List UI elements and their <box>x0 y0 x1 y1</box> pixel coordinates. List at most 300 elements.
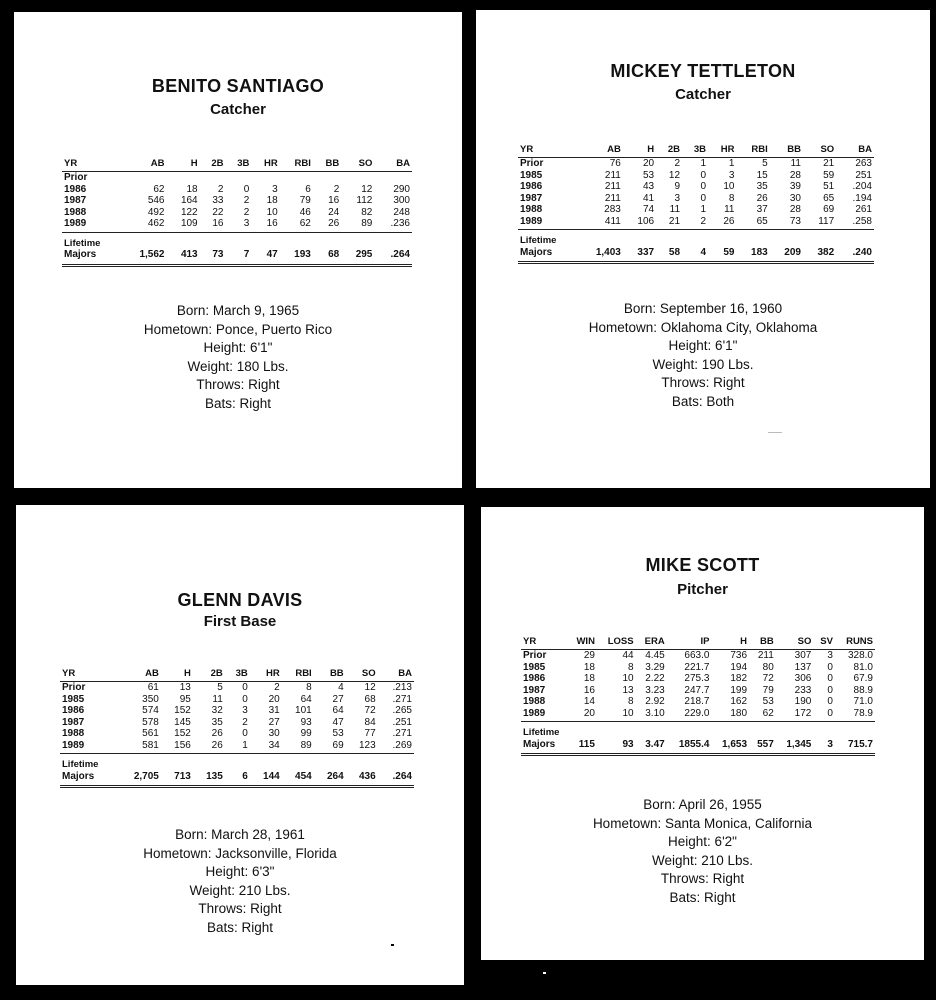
column-header: SO <box>346 668 378 682</box>
majors-label: Majors <box>62 249 120 265</box>
stat-cell: 263 <box>855 158 872 169</box>
bio-line: Hometown: Jacksonville, Florida <box>143 845 337 861</box>
stat-cell: 35 <box>756 181 768 192</box>
stat-cell: 30 <box>789 192 801 204</box>
year-cell: 1985 <box>62 693 85 705</box>
stat-cell: 0 <box>827 673 833 684</box>
stat-cell: 350 <box>142 693 159 705</box>
stat-cell: 43 <box>642 181 655 192</box>
column-header: BA <box>836 144 874 158</box>
stat-cell: 2 <box>243 206 250 218</box>
stat-cell: 2 <box>242 716 248 728</box>
stat-cell: 18 <box>266 195 278 206</box>
stat-cell: 581 <box>116 740 161 754</box>
bio-line: Throws: Right <box>660 871 745 887</box>
stat-cell: 16 <box>251 218 279 232</box>
column-header: BA <box>378 668 414 682</box>
bio-block <box>16 826 464 938</box>
total-cell: 7 <box>225 249 251 265</box>
stat-cell: 14 <box>583 696 595 707</box>
stat-cell: 3 <box>242 705 248 716</box>
stat-cell: 11 <box>212 693 223 705</box>
stats-row <box>521 662 875 674</box>
total-cell: 59 <box>708 247 736 263</box>
stat-cell: 106 <box>623 216 656 230</box>
stat-cell: 328.0 <box>847 650 873 661</box>
lifetime-row <box>521 722 875 739</box>
majors-totals-row <box>518 247 874 263</box>
stat-cell: 0 <box>827 684 833 696</box>
total-cell: 68 <box>313 249 341 265</box>
lifetime-row <box>60 754 414 771</box>
column-header: YR <box>518 144 576 158</box>
stat-cell: 1 <box>728 158 735 169</box>
column-header: H <box>711 636 749 650</box>
stat-cell: 64 <box>332 705 344 716</box>
stat-cell: 229.0 <box>667 708 712 722</box>
stats-row <box>60 717 414 729</box>
stat-cell: 145 <box>174 716 191 728</box>
total-cell: 436 <box>346 771 378 787</box>
total-cell: 3.47 <box>636 739 667 755</box>
year-cell: 1987 <box>523 684 546 696</box>
bio-line: Bats: Right <box>204 395 272 411</box>
stat-cell: 1 <box>700 204 706 215</box>
speck-mark <box>391 944 394 946</box>
column-header: RBI <box>736 144 769 158</box>
stat-cell: 99 <box>300 728 312 739</box>
stat-cell: 35 <box>211 716 223 728</box>
bio-line: Height: 6'2" <box>668 834 737 850</box>
total-cell: 209 <box>770 247 803 263</box>
stat-cell: 89 <box>341 218 374 232</box>
stat-cell: 2 <box>274 682 280 693</box>
total-cell: 135 <box>193 771 225 787</box>
stat-cell: 2 <box>682 216 708 230</box>
player-position: Catcher <box>210 101 266 118</box>
year-cell: 1989 <box>518 216 576 230</box>
total-cell: 1,562 <box>120 249 166 265</box>
stat-cell: .213 <box>392 682 412 693</box>
total-cell: 1855.4 <box>667 739 712 755</box>
stat-cell: 74 <box>642 204 655 215</box>
total-cell: 715.7 <box>835 739 875 755</box>
year-cell: 1987 <box>62 716 85 728</box>
stat-cell: .204 <box>852 181 872 192</box>
stat-cell: 3 <box>225 218 251 232</box>
bio-line: Born: March 9, 1965 <box>176 303 300 318</box>
year-cell: 1986 <box>523 673 546 684</box>
bio-line: Born: September 16, 1960 <box>623 301 783 316</box>
year-cell: Prior <box>520 158 544 169</box>
stat-cell: 546 <box>147 195 165 206</box>
total-cell: .264 <box>374 249 412 265</box>
stat-cell: 95 <box>179 693 191 705</box>
stat-cell: 29 <box>583 650 595 661</box>
column-header: BB <box>313 158 341 172</box>
stat-cell: 251 <box>855 169 872 181</box>
stat-cell: 84 <box>364 716 376 728</box>
player-position: First Base <box>203 613 277 630</box>
total-cell: 264 <box>314 771 346 787</box>
stat-cell: 211 <box>757 650 774 661</box>
bio-line: Bats: Both <box>671 393 735 409</box>
stat-cell: 41 <box>642 192 655 204</box>
stat-cell: 53 <box>332 728 344 739</box>
stat-cell: 30 <box>268 728 280 739</box>
stat-cell: 180 <box>711 708 749 722</box>
stat-cell: 2 <box>243 195 250 206</box>
column-header: WIN <box>568 636 597 650</box>
stat-cell: 233 <box>794 684 812 696</box>
stat-cell: 290 <box>393 183 410 195</box>
bio-line: Height: 6'1" <box>668 338 738 354</box>
stats-row <box>518 204 874 216</box>
majors-label: Majors <box>521 739 568 755</box>
bio-line: Height: 6'3" <box>205 864 275 880</box>
bio-line: Bats: Right <box>206 919 274 935</box>
stat-cell: .265 <box>392 705 412 716</box>
stat-cell: .269 <box>378 740 414 754</box>
stat-cell: 67.9 <box>853 673 873 684</box>
stat-cell: 62 <box>749 708 776 722</box>
stat-cell: 16 <box>328 195 340 206</box>
stat-cell <box>225 172 251 184</box>
column-header: YR <box>60 668 116 682</box>
lifetime-label: Lifetime <box>523 727 560 738</box>
stat-cell: 247.7 <box>684 684 710 696</box>
stats-row <box>62 207 412 219</box>
bio-block <box>481 796 924 908</box>
stat-cell: 53 <box>642 169 655 181</box>
total-cell: 1,653 <box>711 739 749 755</box>
stat-cell: 3.23 <box>645 684 665 696</box>
total-cell: 4 <box>682 247 708 263</box>
column-header: 3B <box>225 158 251 172</box>
column-header: RBI <box>280 158 313 172</box>
player-card-scott <box>481 507 924 960</box>
majors-totals-row <box>62 249 412 265</box>
stat-cell: 44 <box>622 650 634 661</box>
stat-cell: 3.10 <box>636 708 667 722</box>
stat-cell: 8 <box>306 682 312 693</box>
stat-cell: 13 <box>622 684 634 696</box>
stat-cell: .251 <box>392 716 412 728</box>
bio-line: Born: April 26, 1955 <box>643 797 762 812</box>
lifetime-label: Lifetime <box>64 237 101 249</box>
stat-cell: 2 <box>674 158 681 169</box>
stat-cell: 492 <box>147 206 165 218</box>
stat-cell: .271 <box>392 693 412 705</box>
stat-cell: 93 <box>300 716 312 728</box>
bio-block <box>14 302 462 414</box>
stats-row <box>521 650 875 662</box>
stat-cell: 82 <box>361 206 373 218</box>
stat-cell: 462 <box>120 218 166 232</box>
stats-row <box>62 218 412 232</box>
stat-cell: 194 <box>730 661 748 673</box>
stat-cell <box>341 172 374 184</box>
stat-cell: 12 <box>668 169 681 181</box>
stat-cell: 88.9 <box>853 684 873 696</box>
stat-cell: 13 <box>179 682 191 693</box>
stat-cell: 218.7 <box>684 696 710 707</box>
stat-cell: 275.3 <box>684 673 710 684</box>
stats-row <box>60 728 414 740</box>
stat-cell: 663.0 <box>684 650 710 661</box>
stat-cell: 248 <box>393 206 410 218</box>
player-name: MICKEY TETTLETON <box>610 61 796 81</box>
stat-cell: 3 <box>272 183 278 195</box>
stats-row <box>62 172 412 184</box>
stat-cell: 61 <box>147 682 159 693</box>
stat-cell: 10 <box>266 206 278 218</box>
stat-cell: 79 <box>299 195 311 206</box>
stat-cell: 0 <box>700 192 706 204</box>
year-cell: 1988 <box>520 204 543 215</box>
total-cell: 413 <box>167 249 200 265</box>
stat-cell: 33 <box>212 195 224 206</box>
total-cell: 3 <box>813 739 835 755</box>
stat-cell: 20 <box>642 158 655 169</box>
stats-row <box>518 170 874 182</box>
stat-cell: 2.92 <box>645 696 665 707</box>
bio-line: Weight: 210 Lbs. <box>189 882 291 898</box>
total-cell: 295 <box>341 249 374 265</box>
total-cell: 337 <box>623 247 656 263</box>
stat-cell <box>280 172 313 184</box>
stat-cell: 16 <box>583 684 595 696</box>
stat-cell: 26 <box>211 728 223 739</box>
stat-cell: 18 <box>186 183 198 195</box>
stat-cell: 5 <box>762 158 768 169</box>
lifetime-row <box>518 230 874 247</box>
stats-table <box>518 144 874 264</box>
stat-cell: 2 <box>217 183 224 195</box>
stat-cell: 4 <box>338 682 344 693</box>
stat-cell: 12 <box>364 682 376 693</box>
stat-cell: 109 <box>167 218 200 232</box>
stat-cell: 62 <box>153 183 165 195</box>
stats-row <box>521 685 875 697</box>
majors-label: Majors <box>60 771 116 787</box>
column-header: 3B <box>682 144 708 158</box>
year-cell: Prior <box>62 682 86 693</box>
bio-line: Weight: 180 Lbs. <box>187 358 289 374</box>
stat-cell: 164 <box>180 195 198 206</box>
player-position: Catcher <box>675 86 731 103</box>
lifetime-label: Lifetime <box>62 759 99 770</box>
stat-cell <box>313 172 341 184</box>
bio-line: Bats: Right <box>669 889 736 905</box>
column-header: H <box>167 158 200 172</box>
year-cell: 1988 <box>523 696 546 707</box>
stats-row <box>521 696 875 708</box>
stats-row <box>60 694 414 706</box>
stat-cell: 0 <box>700 169 706 181</box>
stat-cell: 5 <box>217 682 223 693</box>
column-header: RBI <box>282 668 314 682</box>
stat-cell: 72 <box>762 673 774 684</box>
stat-cell: 51 <box>823 181 835 192</box>
stat-cell: 65 <box>736 216 769 230</box>
stat-cell: 77 <box>364 728 376 739</box>
bio-line: Throws: Right <box>661 375 745 391</box>
stat-cell: 283 <box>604 204 621 215</box>
total-cell: 144 <box>250 771 282 787</box>
bio-line: Hometown: Santa Monica, California <box>592 815 813 831</box>
stat-cell: 137 <box>794 661 812 673</box>
year-cell: Prior <box>523 650 547 661</box>
stat-cell: 89 <box>282 740 314 754</box>
stats-row <box>60 740 414 754</box>
stat-cell: 112 <box>356 195 373 206</box>
stat-cell: 37 <box>756 204 768 215</box>
column-header: IP <box>667 636 712 650</box>
column-header: BB <box>314 668 346 682</box>
stats-row <box>62 195 412 207</box>
stat-cell: 211 <box>604 181 621 192</box>
stat-cell: 62 <box>280 218 313 232</box>
stat-cell: 15 <box>756 169 768 181</box>
column-header: AB <box>120 158 166 172</box>
column-header: SO <box>341 158 374 172</box>
stat-cell: 8 <box>628 696 634 707</box>
bio-line: Throws: Right <box>198 901 282 917</box>
stats-row <box>518 158 874 170</box>
total-cell: 1,403 <box>576 247 623 263</box>
column-header: SO <box>803 144 836 158</box>
year-cell: 1987 <box>520 192 543 204</box>
year-cell: 1986 <box>62 705 85 716</box>
stats-row <box>60 705 414 717</box>
bio-line: Height: 6'1" <box>203 340 273 356</box>
column-header: BA <box>374 158 412 172</box>
stat-cell: .258 <box>836 216 874 230</box>
stat-cell: 64 <box>300 693 312 705</box>
stat-cell: 81.0 <box>853 661 873 673</box>
year-cell: 1989 <box>62 218 120 232</box>
bio-line: Hometown: Ponce, Puerto Rico <box>143 321 333 337</box>
speck-mark <box>543 972 546 974</box>
stat-cell: 0 <box>827 661 833 673</box>
stat-cell: 122 <box>180 206 198 218</box>
player-position: Pitcher <box>677 581 728 598</box>
stat-cell: 28 <box>789 169 801 181</box>
stat-cell: 4.45 <box>645 650 665 661</box>
year-cell: 1985 <box>520 169 543 181</box>
stat-cell: 21 <box>656 216 682 230</box>
stat-cell: 156 <box>161 740 193 754</box>
bio-line: Born: March 28, 1961 <box>175 827 305 842</box>
total-cell: 6 <box>225 771 250 787</box>
player-card-santiago <box>14 12 462 488</box>
total-cell: 382 <box>803 247 836 263</box>
column-header: ERA <box>636 636 667 650</box>
stat-cell: 69 <box>314 740 346 754</box>
total-cell: .264 <box>378 771 414 787</box>
stat-cell: 34 <box>250 740 282 754</box>
stats-row <box>518 216 874 230</box>
stat-cell: 411 <box>576 216 623 230</box>
stat-cell: 11 <box>790 158 801 169</box>
bio-line: Weight: 210 Lbs. <box>651 852 754 868</box>
stat-cell: 0 <box>243 183 250 195</box>
stat-cell: 8 <box>628 661 634 673</box>
stat-cell: 123 <box>346 740 378 754</box>
column-header: H <box>161 668 193 682</box>
stats-row <box>62 184 412 196</box>
column-header: SV <box>813 636 835 650</box>
stat-cell: 101 <box>295 705 312 716</box>
stat-cell: 31 <box>268 705 280 716</box>
column-header: BB <box>749 636 776 650</box>
player-name: BENITO SANTIAGO <box>151 76 325 96</box>
stat-cell: 18 <box>583 673 595 684</box>
column-header: 2B <box>656 144 682 158</box>
stats-table <box>62 158 412 267</box>
bio-line: Throws: Right <box>196 377 280 393</box>
stat-cell: 26 <box>756 192 768 204</box>
stat-cell: 8 <box>728 192 735 204</box>
stat-cell: 117 <box>803 216 836 230</box>
stat-cell: 11 <box>724 204 735 215</box>
column-header: SO <box>776 636 814 650</box>
total-cell: 2,705 <box>116 771 161 787</box>
stat-cell: 32 <box>211 705 223 716</box>
column-header: H <box>623 144 656 158</box>
stat-cell: 0 <box>827 696 833 707</box>
player-name: MIKE SCOTT <box>645 555 760 575</box>
stat-cell: 182 <box>730 673 748 684</box>
stat-cell: 12 <box>361 183 373 195</box>
stat-cell: 18 <box>583 661 595 673</box>
year-cell: Prior <box>64 172 88 183</box>
stats-row <box>518 181 874 193</box>
lifetime-row <box>62 232 412 249</box>
stat-cell <box>167 172 200 184</box>
stat-cell: 0 <box>700 181 706 192</box>
column-header: HR <box>250 668 282 682</box>
stat-cell: 0 <box>242 693 248 705</box>
column-header: RUNS <box>835 636 875 650</box>
stat-cell: .271 <box>392 728 412 739</box>
majors-totals-row <box>60 771 414 787</box>
stat-cell: 2.22 <box>645 673 665 684</box>
player-name: GLENN DAVIS <box>177 590 303 610</box>
stat-cell: 261 <box>855 204 872 215</box>
scratch-mark <box>768 432 782 433</box>
column-header: YR <box>62 158 120 172</box>
bio-block <box>476 300 930 412</box>
column-header: 2B <box>200 158 226 172</box>
stat-cell: 73 <box>770 216 803 230</box>
stat-cell: 152 <box>174 705 191 716</box>
stat-cell: 0 <box>242 728 248 739</box>
stat-cell: 2 <box>333 183 340 195</box>
stat-cell <box>374 172 412 184</box>
year-cell: 1986 <box>520 181 543 192</box>
stat-cell: 20 <box>568 708 597 722</box>
total-cell: 47 <box>251 249 279 265</box>
stat-cell: 26 <box>313 218 341 232</box>
stat-cell: 0 <box>242 682 248 693</box>
column-header: YR <box>521 636 568 650</box>
total-cell: 193 <box>280 249 313 265</box>
stat-cell: 47 <box>332 716 344 728</box>
stat-cell: 76 <box>609 158 621 169</box>
year-cell: 1985 <box>523 661 546 673</box>
